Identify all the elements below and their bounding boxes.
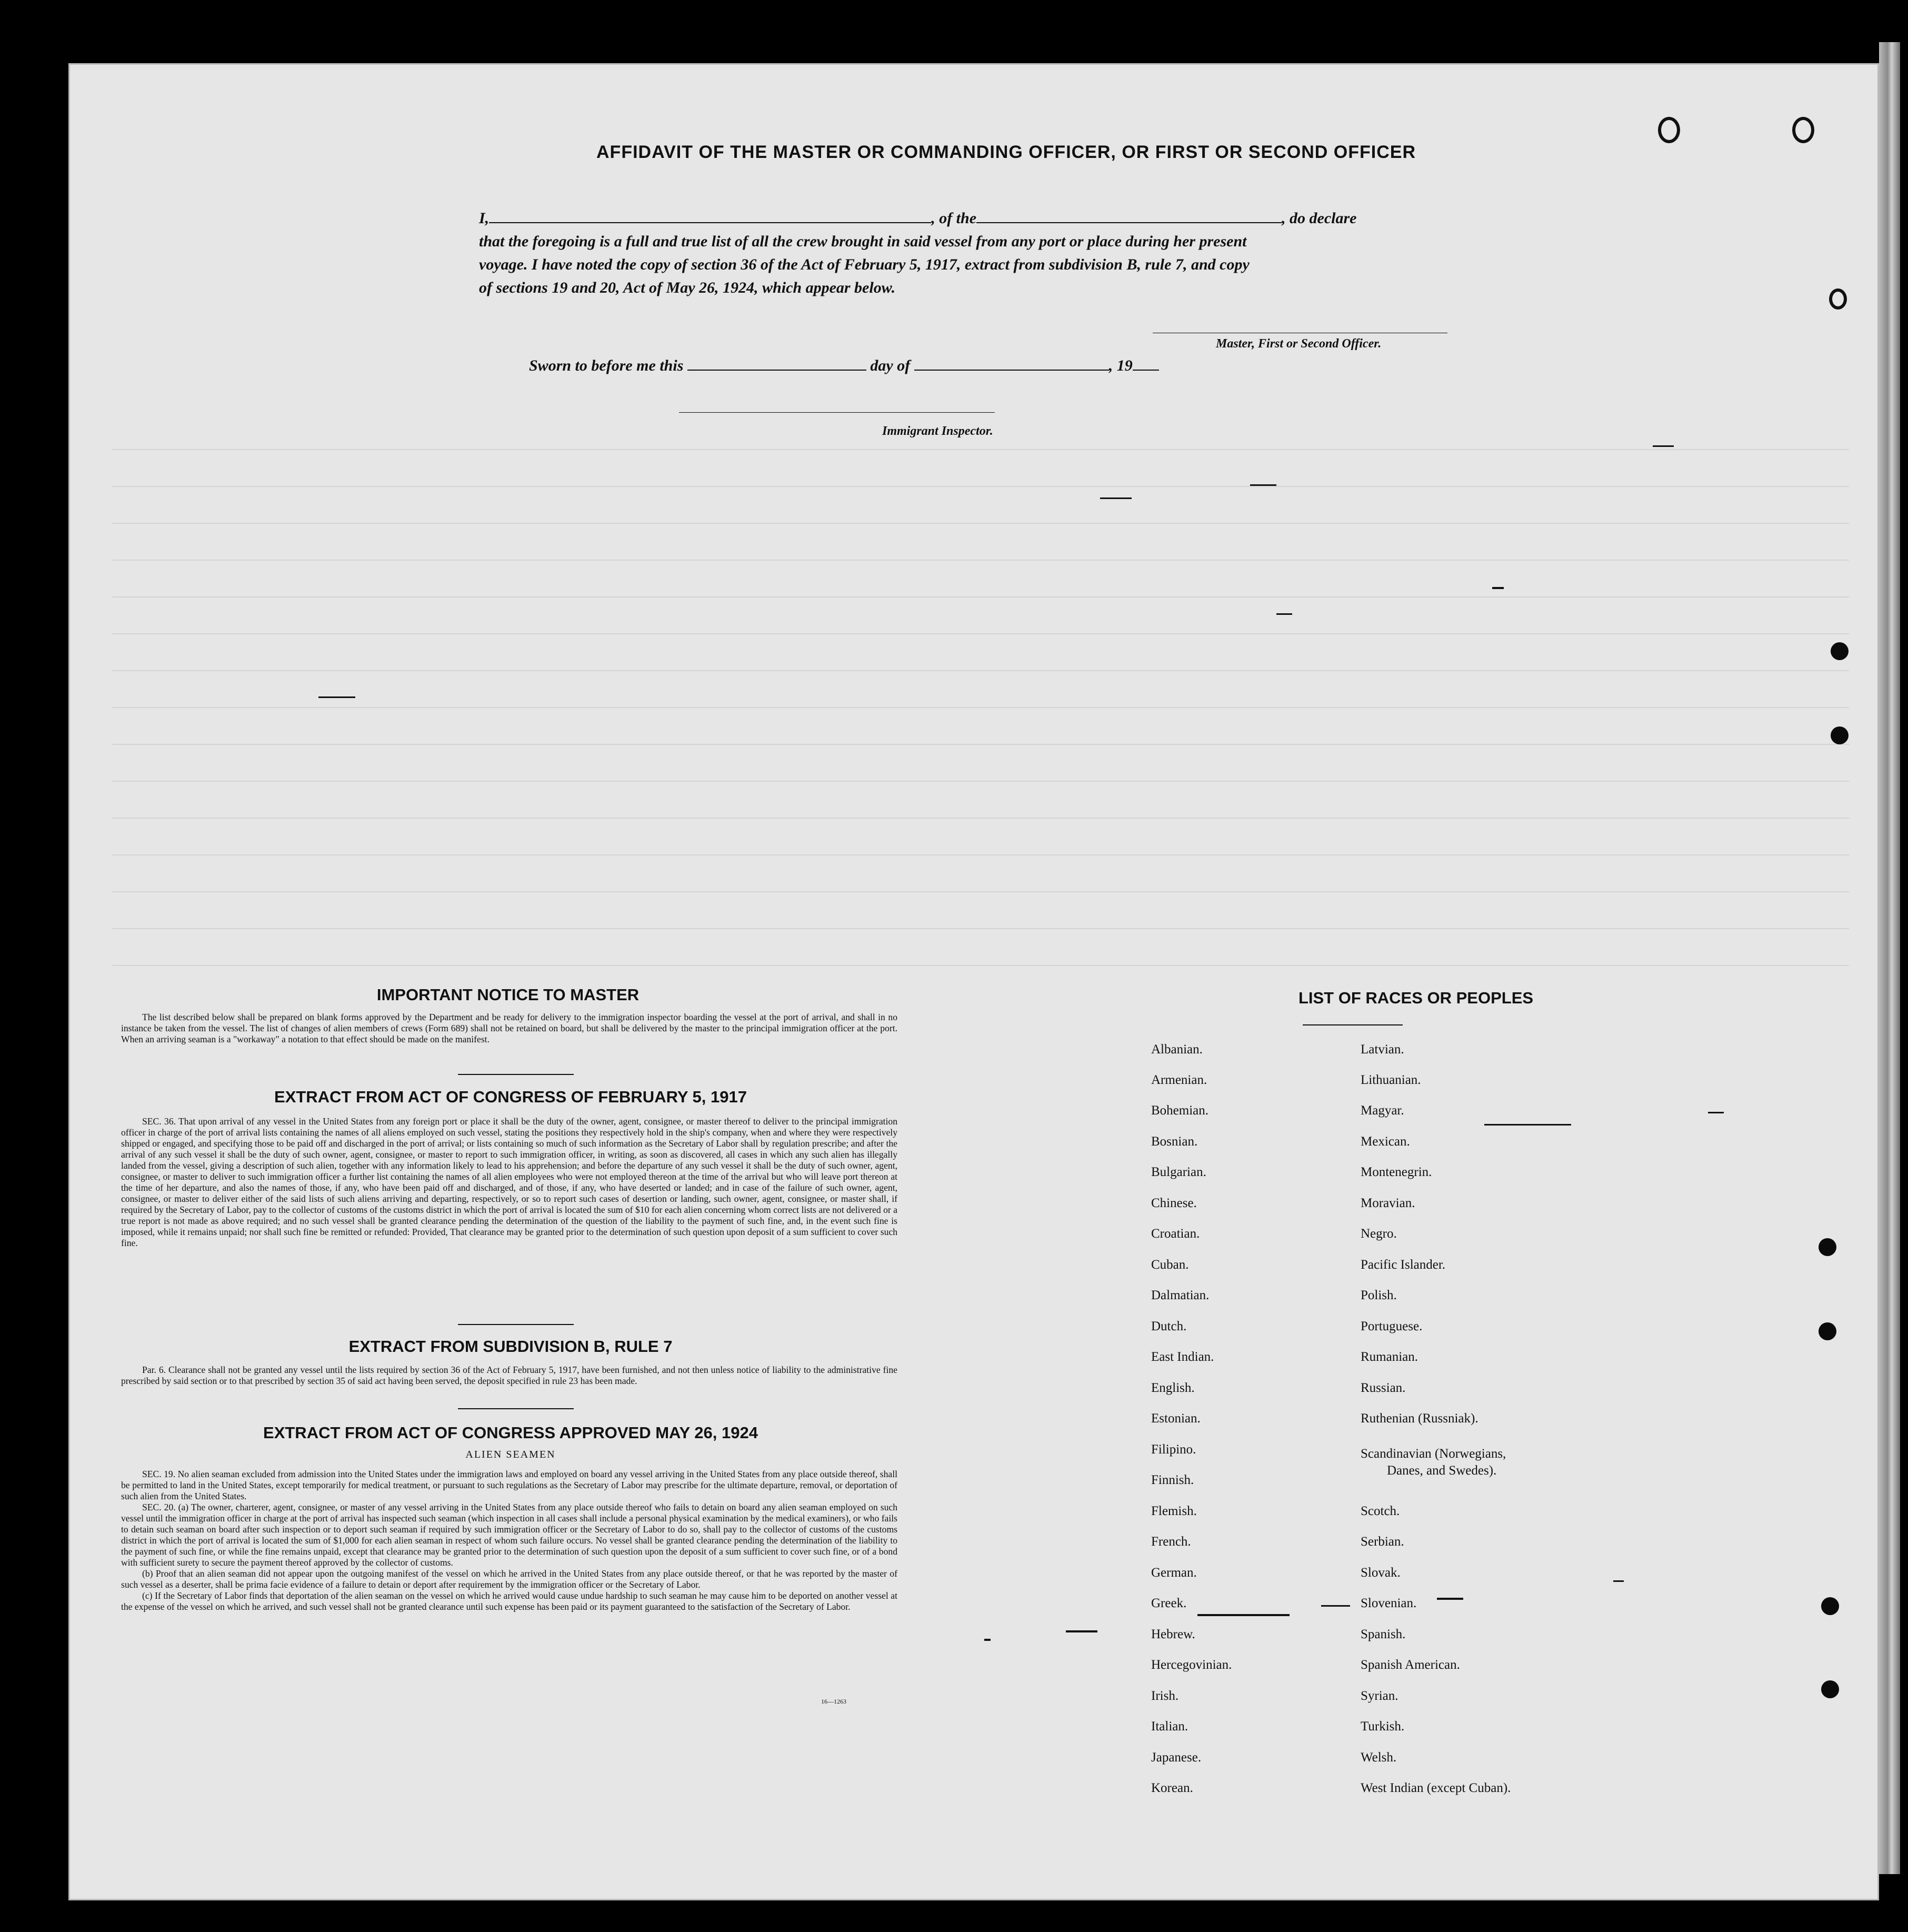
punch-hole-ring <box>1658 117 1680 143</box>
race-item: Dalmatian. <box>1151 1288 1210 1302</box>
punch-hole <box>1819 1322 1836 1340</box>
extract-1917-title: EXTRACT FROM ACT OF CONGRESS OF FEBRUARY 5, 1917 <box>274 1088 747 1106</box>
divider <box>458 1408 574 1409</box>
punch-hole-ring <box>1792 117 1814 143</box>
race-item: Scandinavian (Norwegians, <box>1361 1447 1506 1461</box>
race-item: French. <box>1151 1535 1191 1549</box>
race-item: Latvian. <box>1361 1042 1404 1057</box>
race-item: Montenegrin. <box>1361 1165 1432 1179</box>
race-item: Croatian. <box>1151 1227 1200 1241</box>
race-item: Spanish. <box>1361 1627 1406 1641</box>
race-item: Greek. <box>1151 1596 1187 1610</box>
section-19-paragraph: SEC. 19. No alien seaman excluded from admission into the United States under the immigration laws and employed on board any vessel arriving in the United States from any place outside thereof, shall be permitted to land in the United States, except temporarily for medical treatment, or pursuant to such regulations as the Secretary of Labor may prescribe for the ultimate departure, removal, or deportation of such alien from the United States. <box>121 1469 897 1501</box>
race-item: English. <box>1151 1381 1195 1395</box>
section-20a-paragraph: SEC. 20. (a) The owner, charterer, agent, consignee, or master of any vessel arriving in the United States from any place outside thereof who fails to detain on board any alien seaman employed on such vessel until the immigration officer in charge at the port of arrival has inspected such seaman (which inspection in all cases shall include a personal physical examination by the medical examiners), or who fails to detain such seaman on board after such inspection or to deport such seaman if required by such immigration officer or the Secretary of Labor to do so, shall pay to the collector of customs of the customs district in which the port of arrival is located the sum of $1,000 for each alien seaman in respect of whom such failure occurs. No vessel shall be granted clearance pending the determination of the liability to the payment of such fine, or while the fine remains unpaid, except that clearance may be granted prior to the determination of such question upon the deposit of a sum sufficient to cover such fine, or of a bond with sufficient surety to secure the payment thereof approved by the collector of customs. <box>121 1502 897 1568</box>
races-divider <box>1303 1024 1403 1025</box>
race-item: Finnish. <box>1151 1473 1194 1487</box>
section-36-paragraph: SEC. 36. That upon arrival of any vessel in the United States from any foreign port or place it shall be the duty of the owner, agent, consignee, or master thereof to deliver to the principal immigration officer in charge of the port of arrival lists containing the names of all aliens employed on such vessel, stating the positions they respectively hold in the ship's company, when and where they were respectively shipped or engaged, and specifying those to be paid off and discharged in the port of arrival; or lists containing so much of such information as the Secretary of Labor shall by regulation prescribe; and after the arrival of any such vessel it shall be the duty of such owner, agent, consignee, or master to report to such immigration officer, in writing, as soon as discovered, all cases in which any such alien has illegally landed from the vessel, giving a description of such alien, together with any information likely to lead to his apprehension; and before the departure of any such vessel it shall be the duty of such owner, agent, consignee, or master to deliver to such immigration officer a further list containing the names of all alien employees who were not employed thereon at the time of the arrival but who will leave port thereon at the time of her departure, and also the names of those, if any, who have been paid off and discharged, and of those, if any, who have deserted or landed; and in case of the failure of such owner, agent, consignee, or master to deliver either of the said lists of such aliens arriving and departing, respectively, or so to report such cases of desertion or landing, such owner, agent, consignee, or master shall, if required by the Secretary of Labor, pay to the collector of customs of the customs district in which the port of arrival is located the sum of $10 for each alien concerning whom correct lists are not delivered or a true report is not made as above required; and no such vessel shall be granted clearance pending the determination of the question of the liability to the payment of such fine, and, in the event such fine is imposed, while it remains unpaid; nor shall such fine be remitted or refunded: Provided, That clearance may be granted prior to the determination of such question upon deposit of a sum sufficient to cover such fine. <box>121 1116 897 1248</box>
race-item: Magyar. <box>1361 1103 1404 1118</box>
race-item: Serbian. <box>1361 1535 1404 1549</box>
inspector-signature-line[interactable] <box>679 412 995 413</box>
sworn-year-field[interactable] <box>1133 370 1159 371</box>
punch-hole <box>1819 1238 1836 1256</box>
race-item: Albanian. <box>1151 1042 1203 1057</box>
race-item: West Indian (except Cuban). <box>1361 1781 1511 1795</box>
extract-1924-title: EXTRACT FROM ACT OF CONGRESS APPROVED MAY 26, 1924 <box>263 1423 758 1442</box>
punch-hole <box>1821 1597 1839 1615</box>
sworn-day-field[interactable] <box>687 370 866 371</box>
race-item: Rumanian. <box>1361 1350 1418 1364</box>
race-item: Dutch. <box>1151 1319 1187 1333</box>
sworn-prefix: Sworn to before me this <box>529 357 684 374</box>
race-item: Mexican. <box>1361 1134 1410 1149</box>
manifest-page <box>68 63 1879 1900</box>
race-item: East Indian. <box>1151 1350 1214 1364</box>
rule7-paragraph: Par. 6. Clearance shall not be granted any vessel until the lists required by section 36 of the Act of February 5, 1917, have been furnished, and not then unless notice of liability to the administrative fine prescribed by said section or to that prescribed by section 35 of said act having been served, the deposit specified in rule 23 has been made. <box>121 1365 897 1386</box>
inspector-caption: Immigrant Inspector. <box>882 424 993 438</box>
race-item: Filipino. <box>1151 1442 1196 1457</box>
race-item: Bulgarian. <box>1151 1165 1206 1179</box>
race-item: Estonian. <box>1151 1411 1201 1426</box>
page-edge-shadow <box>1879 42 1900 1874</box>
section-20c-paragraph: (c) If the Secretary of Labor finds that deportation of the alien seaman on the vessel on which he arrived would cause undue hardship to such seaman he may cause him to be deported on another vessel at the expense of the vessel on which he arrived, and such vessel shall not be granted clearance until such expense has been paid or its payment guaranteed to the satisfaction of the Secretary of Labor. <box>121 1590 897 1612</box>
race-item: Moravian. <box>1361 1196 1415 1210</box>
sworn-day-of: day of <box>870 357 911 374</box>
race-item: Hercegovinian. <box>1151 1658 1232 1672</box>
affidavit-line-4: of sections 19 and 20, Act of May 26, 1924, which appear below. <box>479 279 896 296</box>
extract-1917-text <box>121 1116 897 1249</box>
race-item: Turkish. <box>1361 1719 1405 1734</box>
sworn-year-prefix: , 19 <box>1108 357 1133 374</box>
section-20b-paragraph: (b) Proof that an alien seaman did not appear upon the outgoing manifest of the vessel on which he arrived in the United States from any place outside thereof, or that he was reported by the master of such vessel as a deserter, shall be prima facie evidence of a failure to detain or deport after requirement by the immigration officer or the Secretary of Labor. <box>121 1568 897 1590</box>
notice-paragraph: The list described below shall be prepared on blank forms approved by the Department and be ready for delivery to the immigration inspector boarding the vessel at the port of arrival, and shall in no instance be taken from the vessel. The list of changes of alien members of crews (Form 689) shall not be retained on board, but shall be delivered by the master to the principal immigration officer at the port. When an arriving seaman is a "workaway" a notation to that effect should be made on the manifest. <box>121 1012 897 1044</box>
race-item: Danes, and Swedes). <box>1387 1463 1497 1478</box>
race-item: Japanese. <box>1151 1750 1202 1765</box>
race-item: Pacific Islander. <box>1361 1258 1446 1272</box>
notice-text <box>121 1012 897 1045</box>
extract-rule7-text <box>121 1365 897 1387</box>
punch-hole-ring <box>1829 288 1847 310</box>
race-item: Syrian. <box>1361 1689 1398 1703</box>
race-item: Slovak. <box>1361 1566 1401 1580</box>
affidavit-i: I, <box>479 210 490 227</box>
race-item: Bosnian. <box>1151 1134 1198 1149</box>
punch-hole <box>1831 726 1849 744</box>
affidavit-of-the: , of the <box>931 210 977 227</box>
affidavit-line-3: voyage. I have noted the copy of section 36 of the Act of February 5, 1917, extract from subdivision B, rule 7, and copy <box>479 256 1250 273</box>
race-item: Ruthenian (Russniak). <box>1361 1411 1479 1426</box>
master-name-field[interactable] <box>489 222 931 223</box>
race-item: Korean. <box>1151 1781 1193 1795</box>
master-caption: Master, First or Second Officer. <box>1216 337 1382 351</box>
race-item: Russian. <box>1361 1381 1406 1395</box>
vessel-name-field[interactable] <box>976 222 1282 223</box>
race-item: Spanish American. <box>1361 1658 1460 1672</box>
divider <box>458 1074 574 1075</box>
divider <box>458 1324 574 1325</box>
race-item: Polish. <box>1361 1288 1397 1302</box>
alien-seamen-caption: ALIEN SEAMEN <box>465 1449 556 1460</box>
extract-1924-text <box>121 1469 897 1612</box>
notice-title: IMPORTANT NOTICE TO MASTER <box>376 985 640 1004</box>
sworn-month-field[interactable] <box>914 370 1109 371</box>
race-item: Irish. <box>1151 1689 1179 1703</box>
race-item: Scotch. <box>1361 1504 1400 1518</box>
race-item: Hebrew. <box>1151 1627 1195 1641</box>
race-item: Flemish. <box>1151 1504 1197 1518</box>
affidavit-line-2: that the foregoing is a full and true list of all the crew brought in said vessel from any port or place during her present <box>479 233 1247 250</box>
extract-rule7-title: EXTRACT FROM SUBDIVISION B, RULE 7 <box>348 1337 673 1356</box>
race-item: Negro. <box>1361 1227 1397 1241</box>
affidavit-title: AFFIDAVIT OF THE MASTER OR COMMANDING OFFICER, OR FIRST OR SECOND OFFICER <box>596 142 1416 162</box>
race-item: Cuban. <box>1151 1258 1189 1272</box>
race-item: Lithuanian. <box>1361 1073 1421 1087</box>
affidavit-line-1 <box>479 210 1356 227</box>
sworn-line <box>529 357 1159 375</box>
race-item: Italian. <box>1151 1719 1188 1734</box>
punch-hole <box>1821 1680 1839 1698</box>
race-item: Slovenian. <box>1361 1596 1417 1610</box>
affidavit-declare: , do declare <box>1282 210 1357 227</box>
race-item: German. <box>1151 1566 1197 1580</box>
punch-hole <box>1831 642 1849 660</box>
race-item: Chinese. <box>1151 1196 1197 1210</box>
races-title: LIST OF RACES OR PEOPLES <box>1298 989 1534 1007</box>
race-item: Bohemian. <box>1151 1103 1209 1118</box>
race-item: Armenian. <box>1151 1073 1207 1087</box>
race-item: Portuguese. <box>1361 1319 1423 1333</box>
race-item: Welsh. <box>1361 1750 1397 1765</box>
form-code: 16—1263 <box>821 1698 846 1705</box>
